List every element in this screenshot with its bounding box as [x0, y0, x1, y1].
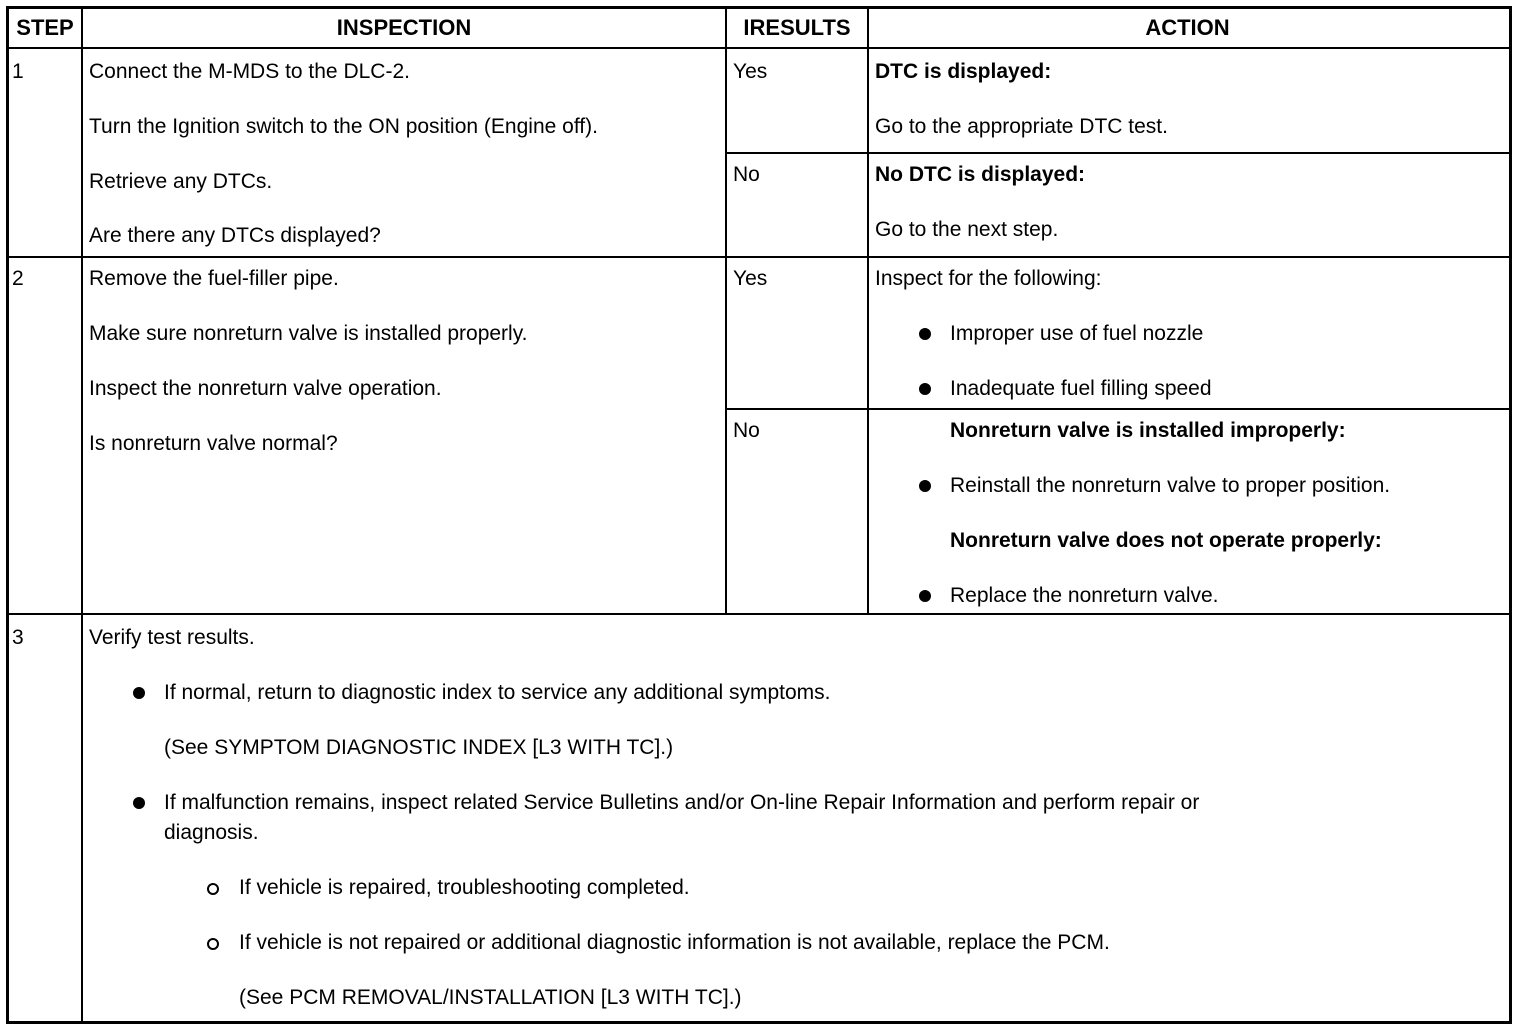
- step2-result-yes: Yes: [733, 267, 768, 290]
- header-step: STEP: [16, 15, 74, 40]
- inspection-column-divider: [725, 6, 727, 615]
- step2-inspection-line: Inspect the nonreturn valve operation.: [89, 377, 442, 400]
- step2-inspection-line: Make sure nonreturn valve is installed properly.: [89, 322, 528, 345]
- bullet-icon: [133, 687, 145, 699]
- step3-reference-pcm: (See PCM REMOVAL/INSTALLATION [L3 WITH TC].): [239, 986, 742, 1009]
- bullet-icon: [919, 383, 931, 395]
- step2-no-bullet-replace: Replace the nonreturn valve.: [950, 584, 1219, 607]
- step1-inspection-line: Turn the Ignition switch to the ON position (Engine off).: [89, 115, 598, 138]
- step2-yes-bullet: Inadequate fuel filling speed: [950, 377, 1212, 400]
- step2-yes-intro: Inspect for the following:: [875, 267, 1102, 290]
- step2-inspection-line: Is nonreturn valve normal?: [89, 432, 338, 455]
- step2-inspection-line: Remove the fuel-filler pipe.: [89, 267, 339, 290]
- step3-reference-symptom-index: (See SYMPTOM DIAGNOSTIC INDEX [L3 WITH TC].): [164, 736, 674, 759]
- step1-result-divider: [725, 152, 1509, 154]
- step3-bullet-normal: If normal, return to diagnostic index to service any additional symptoms.: [164, 681, 831, 704]
- bullet-icon: [919, 480, 931, 492]
- step2-no-bullet-reinstall: Reinstall the nonreturn valve to proper position.: [950, 474, 1391, 497]
- step1-no-action: Go to the next step.: [875, 218, 1059, 241]
- step3-sub-repaired: If vehicle is repaired, troubleshooting completed.: [239, 876, 690, 899]
- step1-number: 1: [12, 60, 24, 83]
- step1-yes-heading: DTC is displayed:: [875, 60, 1052, 83]
- step1-inspection-line: Connect the M-MDS to the DLC-2.: [89, 60, 410, 83]
- step3-number: 3: [12, 626, 24, 649]
- step2-yes-bullet: Improper use of fuel nozzle: [950, 322, 1204, 345]
- header-results: IRESULTS: [743, 15, 851, 40]
- step1-inspection-line: Retrieve any DTCs.: [89, 170, 273, 193]
- step3-title: Verify test results.: [89, 626, 255, 649]
- step1-row-divider: [6, 256, 1509, 258]
- step1-result-no: No: [733, 163, 760, 186]
- step1-inspection-line: Are there any DTCs displayed?: [89, 224, 381, 247]
- results-column-divider: [867, 6, 869, 615]
- step3-sub-not-repaired: If vehicle is not repaired or additional diagnostic information is not available, replace the PCM.: [239, 931, 1110, 954]
- bullet-icon: [919, 590, 931, 602]
- step2-number: 2: [12, 267, 24, 290]
- diagnostic-table: [6, 6, 1512, 1024]
- header-divider: [6, 47, 1509, 49]
- step1-result-yes: Yes: [733, 60, 768, 83]
- step2-result-no: No: [733, 419, 760, 442]
- step2-row-divider: [6, 613, 1509, 615]
- step2-no-heading-installed: Nonreturn valve is installed improperly:: [950, 419, 1346, 442]
- header-action: ACTION: [1145, 15, 1230, 40]
- bullet-icon: [919, 328, 931, 340]
- sub-bullet-icon: [207, 883, 219, 895]
- step1-yes-action: Go to the appropriate DTC test.: [875, 115, 1168, 138]
- step1-no-heading: No DTC is displayed:: [875, 163, 1086, 186]
- step3-bullet-malfunction: If malfunction remains, inspect related Service Bulletins and/or On-line Repair Information and perform repair or: [164, 791, 1200, 814]
- step3-bullet-malfunction-cont: diagnosis.: [164, 821, 259, 844]
- step2-no-heading-operate: Nonreturn valve does not operate properly:: [950, 529, 1382, 552]
- step2-result-divider: [725, 408, 1509, 410]
- bullet-icon: [133, 797, 145, 809]
- header-inspection: INSPECTION: [336, 15, 472, 40]
- sub-bullet-icon: [207, 938, 219, 950]
- step-column-divider: [81, 6, 83, 1021]
